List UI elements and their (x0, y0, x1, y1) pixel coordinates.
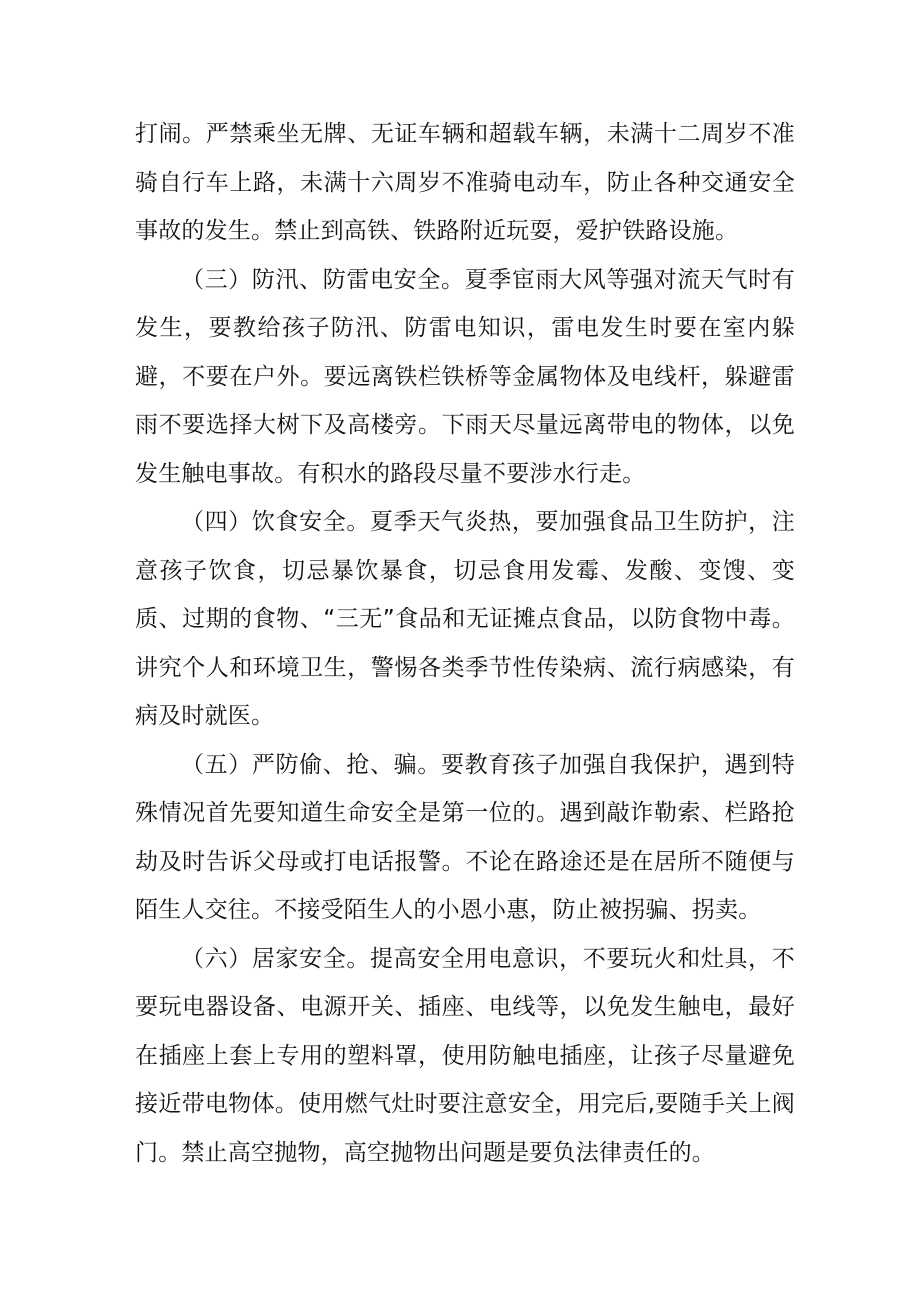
paragraph-traffic-safety-continued: 打闹。严禁乘坐无牌、无证车辆和超载车辆，未满十二周岁不准骑自行车上路，未满十六周岁不准骑电动车，防止各种交通安全事故的发生。禁止到高铁、铁路附近玩耍，爱护铁路设施。 (135, 121, 795, 244)
paragraph-home-safety: （六）居家安全。提高安全用电意识，不要玩火和灶具，不要玩电器设备、电源开关、插座、电线等，以免发生触电，最好在插座上套上专用的塑料罩，使用防触电插座，让孩子尽量避免接近带电物体。使用燃气灶时要注意安全，用完后,要随手关上阀门。禁止高空抛物，高空抛物出问题是要负法律责任的。 (135, 945, 795, 1166)
paragraph-food-safety: （四）饮食安全。夏季天气炎热，要加强食品卫生防护，注意孩子饮食，切忌暴饮暴食，切忌食用发霉、发酸、变馊、变质、过期的食物、“三无”食品和无证摊点食品，以防食物中毒。讲究个人和环境卫生，警惕各类季节性传染病、流行病感染，有病及时就医。 (135, 509, 795, 729)
paragraph-theft-robbery-fraud: （五）严防偷、抢、骗。要教育孩子加强自我保护，遇到特殊情况首先要知道生命安全是第一位的。遇到敲诈勒索、栏路抢劫及时告诉父母或打电话报警。不论在路途还是在居所不随便与陌生人交往。不接受陌生人的小恩小惠，防止被拐骗、拐卖。 (135, 751, 795, 923)
document-body (135, 110, 795, 1177)
paragraph-flood-lightning-safety: （三）防汛、防雷电安全。夏季宦雨大风等强对流天气时有发生，要教给孩子防汛、防雷电知识，雷电发生时要在室内躲避，不要在户外。要远离铁栏铁桥等金属物体及电线杆，躲避雷雨不要选择大树下及高楼旁。下雨天尽量远离带电的物体，以免发生触电事故。有积水的路段尽量不要涉水行走。 (135, 266, 795, 487)
